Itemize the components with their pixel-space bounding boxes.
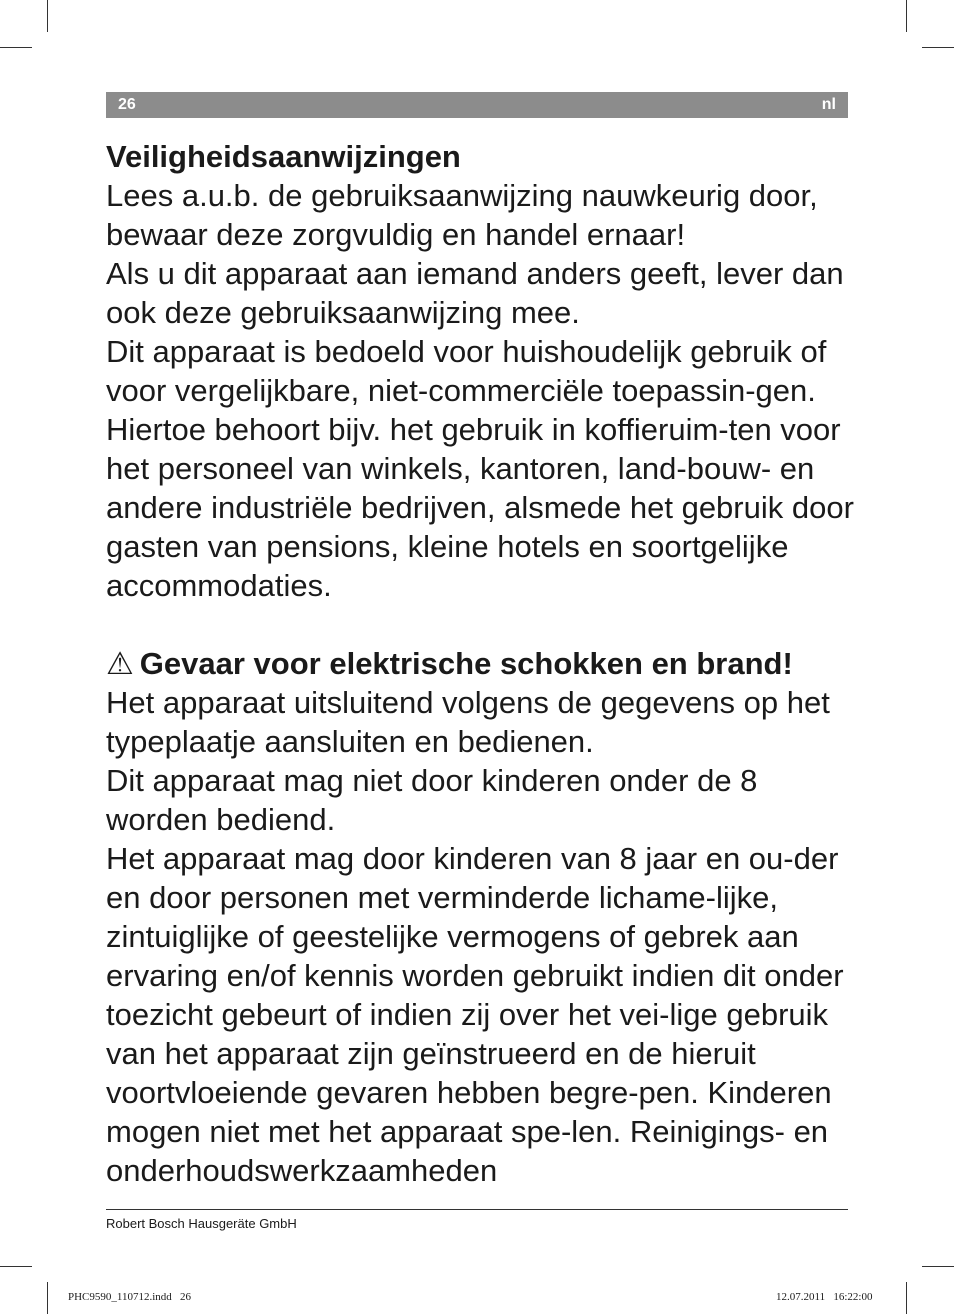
paragraph: Dit apparaat is bedoeld voor huishoudelijk gebruik of voor vergelijkbare, niet-commerciële toepassin-gen. Hiertoe behoort bijv. het gebruik in koffieruim-ten voor het personeel van winkels, kantoren, land-bouw- en andere industriële bedrijven, alsmede het gebruik door gasten van pensions, kleine hotels en soortgelijke accommodaties. [106,334,854,603]
crop-mark [906,0,907,32]
section-title-safety: Veiligheidsaanwijzingen [106,139,461,174]
warning-triangle-icon: ⚠ [106,646,134,681]
page-header-bar [106,92,848,118]
crop-mark [906,1282,907,1314]
paragraph: Het apparaat mag door kinderen van 8 jaar en ou-der en door personen met verminderde lichame-lijke, zintuiglijke of geestelijke vermogens of gebrek aan ervaring en/of kennis worden gebruikt indien dit onder toezicht gebeurt of indien zij over het vei-lige gebruik van het apparaat zijn geïnstrueerd en de hieruit voortvloeiende gevaren hebben begre-pen. Kinderen mogen niet met het apparaat spe-len. Reinigings- en onderhoudswerkzaamheden [106,841,844,1188]
crop-mark [922,1266,954,1267]
crop-mark [0,47,32,48]
section-spacer [106,605,856,644]
print-slug-file: PHC9590_110712.indd 26 [68,1291,192,1303]
crop-mark [0,1266,32,1267]
danger-title-text: Gevaar voor elektrische schokken en brand! [139,646,793,681]
page-content [106,137,856,1190]
language-code: nl [821,96,836,113]
crop-mark [47,0,48,32]
footer-divider [106,1209,848,1210]
crop-mark [922,47,954,48]
page-number: 26 [118,96,136,113]
print-slug-date: 12.07.2011 16:22:00 [776,1291,873,1303]
paragraph: Lees a.u.b. de gebruiksaanwijzing nauwkeurig door, bewaar deze zorgvuldig en handel ernaar! [106,178,818,252]
crop-mark [47,1282,48,1314]
paragraph: Het apparaat uitsluitend volgens de gegevens op het typeplaatje aansluiten en bedienen. [106,685,830,759]
paragraph: Dit apparaat mag niet door kinderen onder de 8 worden bediend. [106,763,758,837]
paragraph: Als u dit apparaat aan iemand anders geeft, lever dan ook deze gebruiksaanwijzing mee. [106,256,844,330]
section-title-danger [106,644,856,683]
footer-company: Robert Bosch Hausgeräte GmbH [106,1216,297,1231]
